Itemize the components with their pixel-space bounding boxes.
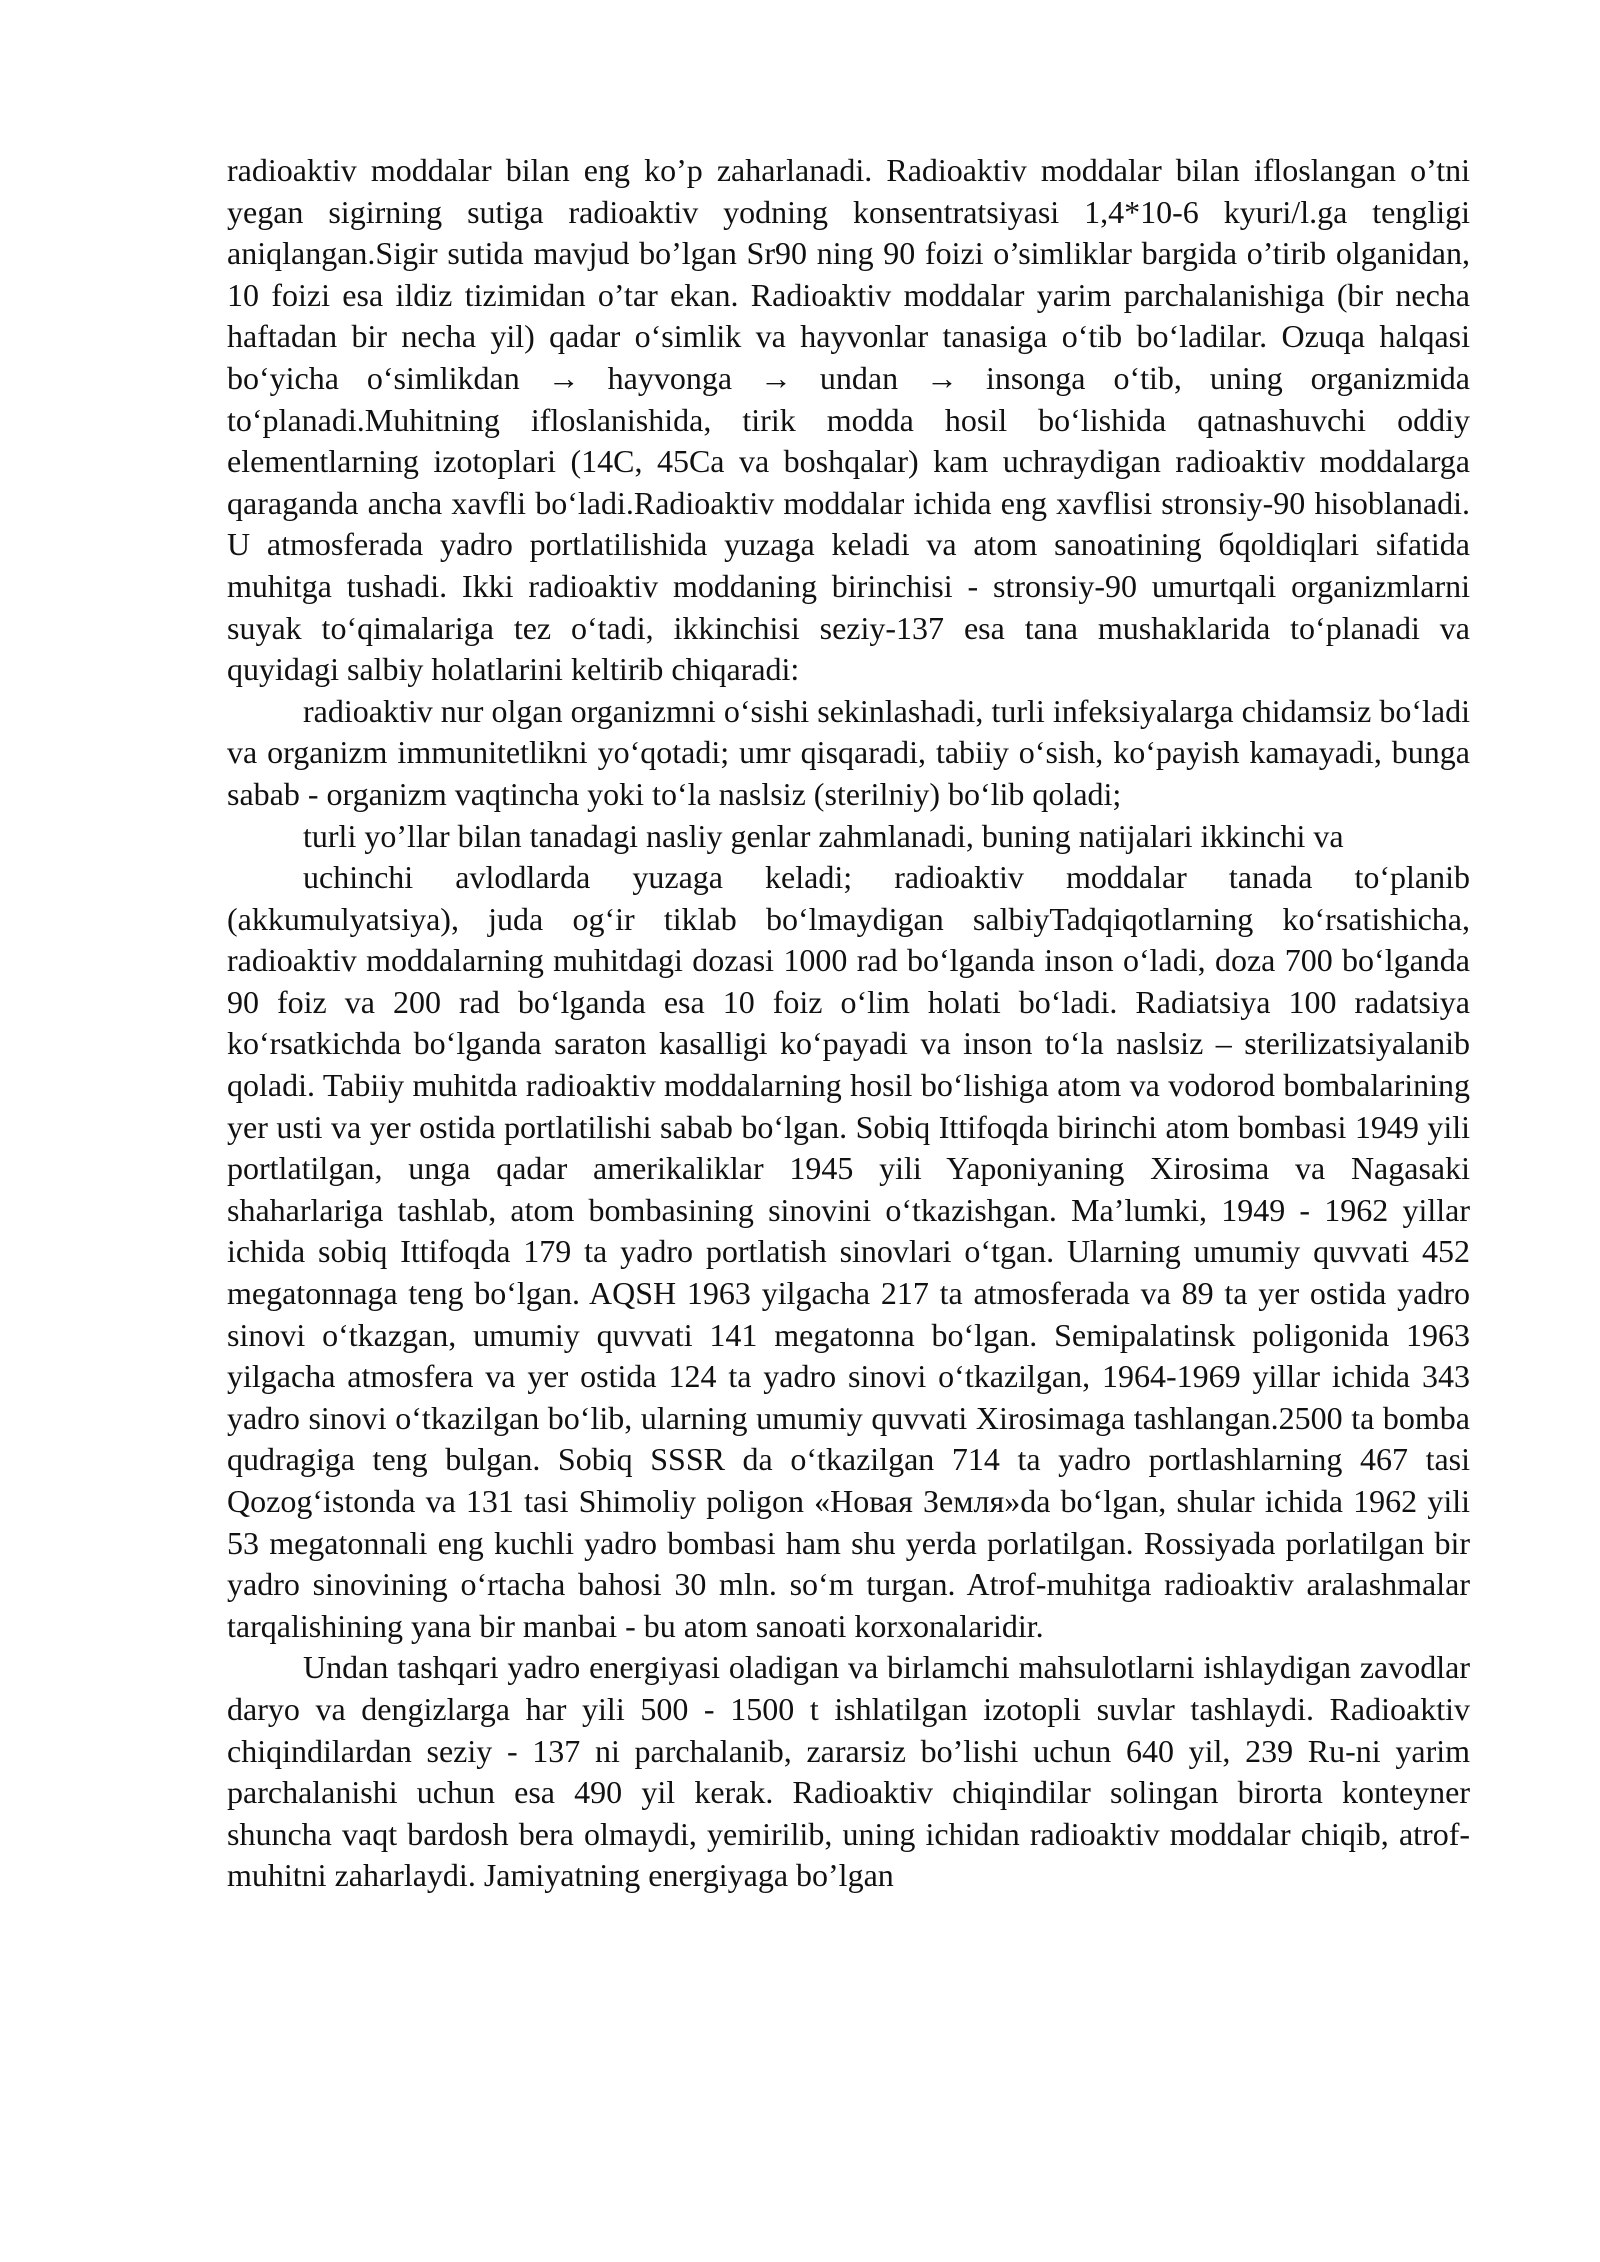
paragraph-genetic-damage: turli yo’llar bilan tanadagi nasliy genlar zahmlanadi, buning natijalari ikkinchi va bbox=[303, 817, 1344, 854]
paragraph-nuclear-tests: uchinchi avlodlarda yuzaga keladi; radioaktiv moddalar tanada to‘planib (akkumulyatsiya), juda og‘ir tiklab bo‘lmaydigan salbiyTadqiqotlarning ko‘rsatishicha, radioaktiv moddalarning muhitdagi dozasi 1000 rad bo‘lganda inson o‘ladi, doza 700 bo‘lganda 90 foiz va 200 rad bo‘lganda esa 10 foiz o‘lim holati bo‘ladi. Radiatsiya 100 radatsiya ko‘rsatkichda bo‘lganda saraton kasalligi ko‘payadi va inson to‘la naslsiz – sterilizatsiyalanib qoladi. Tabiiy muhitda radioaktiv moddalarning hosil bo‘lishiga atom va vodorod bombalarining yer usti va yer ostida portlatilishi sabab bo‘lgan. Sobiq Ittifoqda birinchi atom bombasi 1949 yili portlatilgan, unga qadar amerikaliklar 1945 yili Yaponiyaning Xirosima va Nagasaki shaharlariga tashlab, atom bombasining sinovini o‘tkazishgan. Ma’lumki, 1949 - 1962 yillar ichida sobiq Ittifoqda 179 ta yadro portlatish sinovlari o‘tgan. Ularning umumiy quvvati 452 megatonnaga teng bo‘lgan. AQSH 1963 yilgacha 217 ta atmosferada va 89 ta yer ostida yadro sinovi o‘tkazgan, umumiy quvvati 141 megatonna bo‘lgan. Semipalatinsk poligonida 1963 yilgacha atmosfera va yer ostida 124 ta yadro sinovi o‘tkazilgan, 1964-1969 yillar ichida 343 yadro sinovi o‘tkazilgan bo‘lib, ularning umumiy quvvati Xirosimaga tashlangan.2500 ta bomba qudragiga teng bulgan. Sobiq SSSR da o‘tkazilgan 714 ta yadro portlashlarning 467 tasi Qozog‘istonda va 131 tasi Shimoliy poligon «Новая Земля»da bo‘lgan, shular ichida 1962 yili 53 megatonnali eng kuchli yadro bombasi ham shu yerda porlatilgan. Rossiyada porlatilgan bir yadro sinovining o‘rtacha bahosi 30 mln. so‘m turgan. Atrof-muhitga radioaktiv aralashmalar tarqalishining yana bir manbai - bu atom sanoati korxonalaridir. bbox=[227, 859, 1470, 1644]
paragraph-radioactive-contamination: radioaktiv moddalar bilan eng ko’p zaharlanadi. Radioaktiv moddalar bilan ifloslangan o’tni yegan sigirning sutiga radioaktiv yodning konsentratsiyasi 1,4*10-6 kyuri/l.ga tengligi aniqlangan.Sigir sutida mavjud bo’lgan Sr90 ning 90 foizi o’simliklar bargida o’tirib olganidan, 10 foizi esa ildiz tizimidan o’tar ekan. Radioaktiv moddalar yarim parchalanishiga (bir necha haftadan bir necha yil) qadar o‘simlik va hayvonlar tanasiga o‘tib bo‘ladilar. Ozuqa halqasi bo‘yicha o‘simlikdan → hayvonga → undan → insonga o‘tib, uning organizmida to‘planadi.Muhitning ifloslanishida, tirik modda hosil bo‘lishida qatnashuvchi oddiy elementlarning izotoplari (14C, 45Ca va boshqalar) kam uchraydigan radioaktiv moddalarga qaraganda ancha xavfli bo‘ladi.Radioaktiv moddalar ichida eng xavflisi stronsiy-90 hisoblanadi. U atmosferada yadro portlatilishida yuzaga keladi va atom sanoatining бqoldiqlari sifatida muhitga tushadi. Ikki radioaktiv moddaning birinchisi - stronsiy-90 umurtqali organizmlarni suyak to‘qimalariga tez o‘tadi, ikkinchisi seziy-137 esa tana mushaklarida to‘planadi va quyidagi salbiy holatlarini keltirib chiqaradi: bbox=[227, 152, 1470, 688]
paragraph-nuclear-waste: Undan tashqari yadro energiyasi oladigan va birlamchi mahsulotlarni ishlaydigan zavodlar daryo va dengizlarga har yili 500 - 1500 t ishlatilgan izotopli suvlar tashlaydi. Radioaktiv chiqindilardan seziy - 137 ni parchalanib, zararsiz bo’lishi uchun 640 yil, 239 Ru-ni yarim parchalanishi uchun esa 490 yil kerak. Radioaktiv chiqindilar solingan birorta konteyner shuncha vaqt bardosh bera olmaydi, yemirilib, uning ichidan radioaktiv moddalar chiqib, atrof-muhitni zaharlaydi. Jamiyatning energiyaga bo’lgan bbox=[227, 1649, 1470, 1894]
document-body bbox=[227, 150, 1470, 1897]
paragraph-growth-effects: radioaktiv nur olgan organizmni o‘sishi sekinlashadi, turli infeksiyalarga chidamsiz bo‘ladi va organizm immunitetlikni yo‘qotadi; umr qisqaradi, tabiiy o‘sish, ko‘payish kamayadi, bunga sabab - organizm vaqtincha yoki to‘la naslsiz (sterilniy) bo‘lib qoladi; bbox=[227, 692, 1470, 812]
